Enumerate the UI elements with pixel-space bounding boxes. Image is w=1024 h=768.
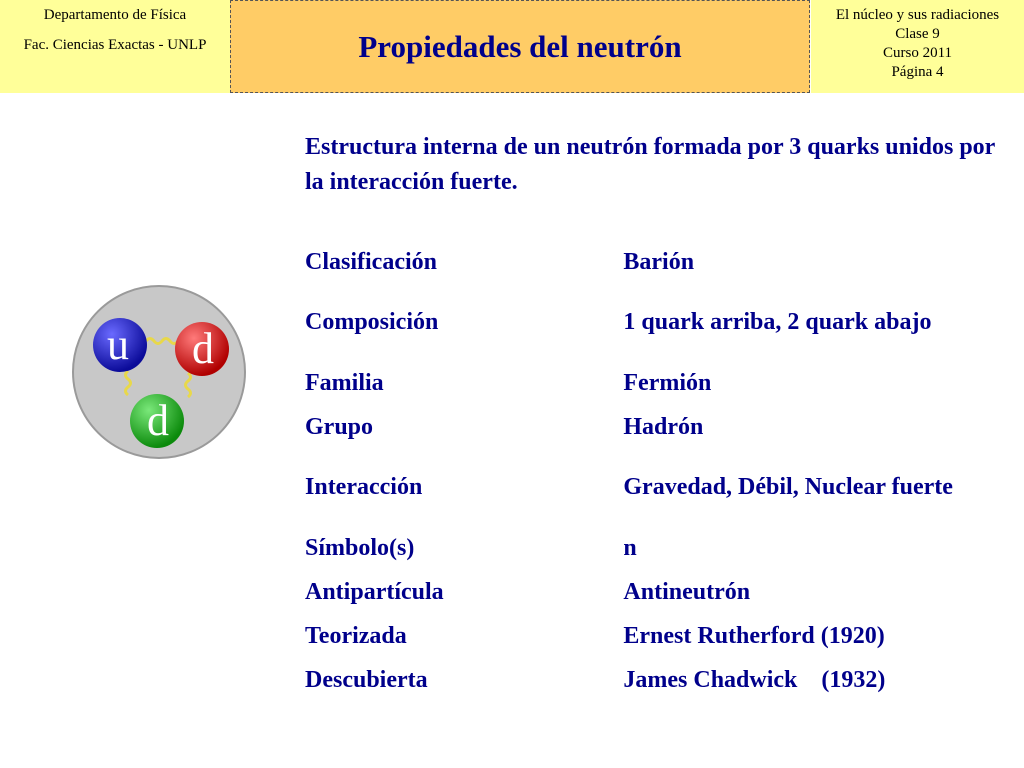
property-key: Clasificación [305,248,437,275]
year-label: Curso 2011 [882,45,953,61]
property-key: Descubierta [305,666,428,693]
table-row [305,658,985,702]
course-label: El núcleo y sus radiaciones [835,7,1000,23]
property-key: Antipartícula [305,578,444,605]
table-row [305,361,985,405]
property-value: n [623,534,637,561]
property-key: Composición [305,309,439,335]
property-value: Antineutrón [623,578,751,605]
property-value: Gravedad, Débil, Nuclear fuerte [623,474,953,500]
table-row [305,284,985,361]
neutron-quark-diagram [70,283,250,463]
class-label: Clase 9 [895,26,940,42]
table-row [305,240,985,284]
property-value: Barión [623,248,695,275]
property-key: Teorizada [305,622,407,649]
property-value: James Chadwick (1932) [623,666,886,693]
table-row [305,449,985,526]
page-number-label: Página 4 [891,64,944,80]
property-value: Fermión [623,369,712,396]
page-title: Propiedades del neutrón [358,29,682,64]
department-label: Departamento de Física [43,7,187,23]
table-row [305,570,985,614]
property-value: 1 quark arriba, 2 quark abajo [623,309,932,335]
intro-text: Estructura interna de un neutrón formada por 3 quarks unidos por la interacción fuerte. [305,134,995,195]
table-row [305,405,985,449]
header-left-panel [0,0,230,93]
table-row [305,614,985,658]
property-key: Familia [305,369,384,396]
down-quark-label-green: d [147,396,169,445]
property-key: Interacción [305,474,423,500]
header-title-panel [230,0,810,93]
properties-table [305,240,985,702]
up-quark-label: u [107,320,129,369]
property-key: Grupo [305,413,374,440]
header-right-panel [811,0,1024,93]
property-value: Ernest Rutherford (1920) [623,622,885,649]
property-key: Símbolo(s) [305,534,415,561]
table-row [305,526,985,570]
faculty-label: Fac. Ciencias Exactas - UNLP [23,37,207,53]
down-quark-label-red: d [192,324,214,373]
property-value: Hadrón [623,413,704,440]
